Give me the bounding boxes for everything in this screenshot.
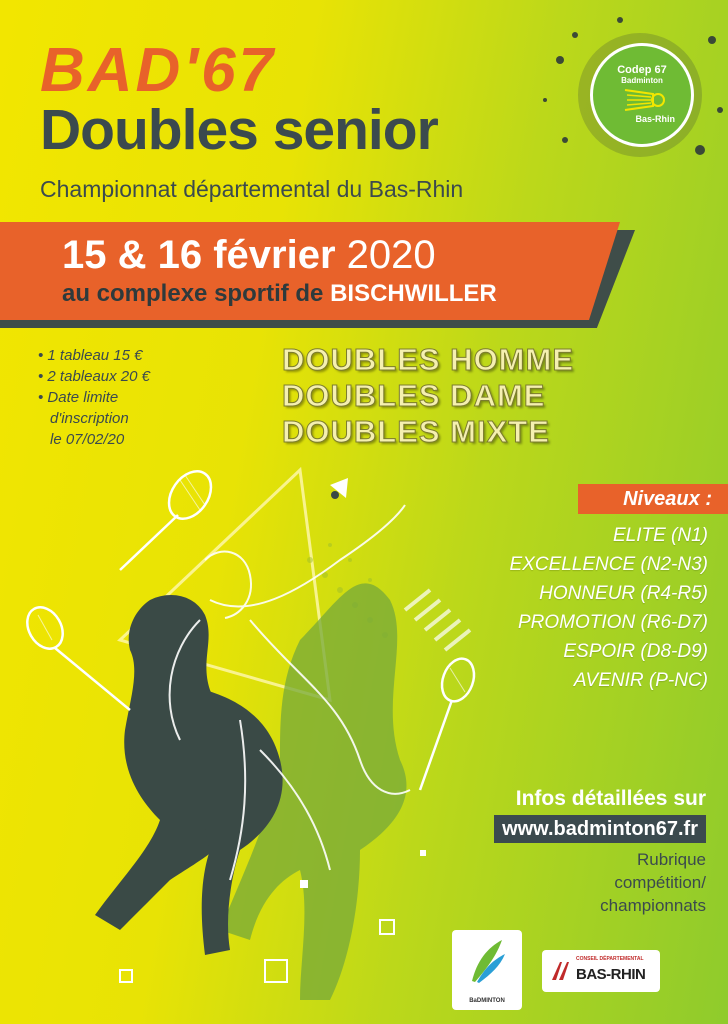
page-subtitle: Championnat départemental du Bas-Rhin <box>40 176 464 202</box>
list-item: ESPOIR (D8-D9) <box>563 641 708 662</box>
rubrique-line3: championnats <box>600 896 706 915</box>
levels-list <box>510 521 709 695</box>
brand-title: BAD'67 <box>40 36 277 105</box>
codep-logo-line3: Bas-Rhin <box>635 114 675 124</box>
cd-logo-small-text: CONSEIL DÉPARTEMENTAL <box>576 956 644 962</box>
website-link[interactable]: www.badminton67.fr <box>494 815 706 843</box>
fees-list <box>38 345 188 450</box>
rubrique-line2: compétition/ <box>614 873 706 892</box>
feather-icon <box>467 936 507 986</box>
event-date-year: 2020 <box>346 233 436 277</box>
rubrique-text <box>600 848 706 917</box>
shuttlecock-icon <box>623 86 667 114</box>
list-item: ELITE (N1) <box>612 525 708 546</box>
conseil-departemental-logo <box>542 950 660 992</box>
category-item: DOUBLES DAME <box>282 378 546 413</box>
deadline-line3: le 07/02/20 <box>50 431 125 448</box>
category-item: DOUBLES HOMME <box>282 342 574 377</box>
ge-logo-text: BaDMINTON <box>469 998 505 1004</box>
list-item: • 2 tableaux 20 € <box>38 366 188 387</box>
event-venue <box>62 280 497 308</box>
event-date-days: 15 & 16 février <box>62 233 336 277</box>
cd-mark-icon <box>550 960 572 982</box>
page-title: Doubles senior <box>40 98 438 162</box>
rubrique-line1: Rubrique <box>637 850 706 869</box>
list-item: • 1 tableau 15 € <box>38 345 188 366</box>
shuttlecock-icon <box>330 478 348 499</box>
category-item: DOUBLES MIXTE <box>282 414 550 449</box>
list-item <box>38 387 188 450</box>
deadline-line1: Date limite <box>47 389 119 406</box>
list-item: HONNEUR (R4-R5) <box>539 583 708 604</box>
list-item: AVENIR (P-NC) <box>573 670 708 691</box>
codep-logo-line1: Codep 67 <box>617 64 667 76</box>
codep-logo-line2: Badminton <box>621 76 663 85</box>
categories-list <box>282 342 574 450</box>
list-item: PROMOTION (R6-D7) <box>518 612 708 633</box>
ge-badminton-logo <box>452 930 522 1010</box>
event-date <box>62 233 436 278</box>
infos-title: Infos détaillées sur <box>515 787 706 810</box>
levels-label: Niveaux : <box>578 484 728 514</box>
event-venue-city: BISCHWILLER <box>330 280 497 307</box>
list-item: EXCELLENCE (N2-N3) <box>509 554 708 575</box>
codep67-logo <box>590 43 694 147</box>
deadline-line2: d'inscription <box>50 410 129 427</box>
cd-logo-big-text: BAS-RHIN <box>576 966 646 983</box>
event-venue-prefix: au complexe sportif de <box>62 280 324 307</box>
